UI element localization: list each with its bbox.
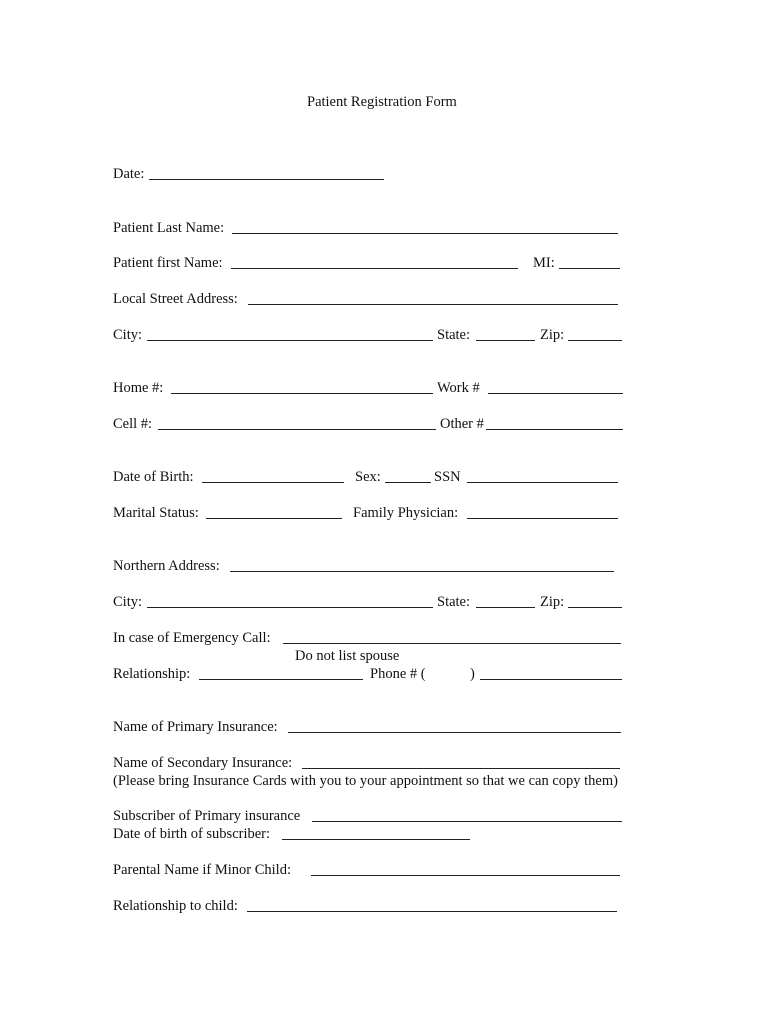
relationship-field[interactable] [199,679,363,680]
secondary-insurance-field[interactable] [302,768,620,769]
subscriber-dob-field[interactable] [282,839,470,840]
date-label: Date: [113,166,145,182]
street-address-label: Local Street Address: [113,291,238,307]
family-physician-field[interactable] [467,518,618,519]
first-name-label: Patient first Name: [113,255,223,271]
home-phone-label: Home #: [113,380,164,396]
emergency-contact-label: In case of Emergency Call: [113,630,271,646]
dob-label: Date of Birth: [113,469,194,485]
emergency-contact-field[interactable] [283,643,621,644]
northern-zip-label: Zip: [540,594,565,610]
northern-city-label: City: [113,594,143,610]
mi-field[interactable] [559,268,620,269]
subscriber-field[interactable] [312,821,622,822]
last-name-label: Patient Last Name: [113,220,225,236]
city-field[interactable] [147,340,433,341]
ssn-label: SSN [434,469,461,485]
ssn-field[interactable] [467,482,618,483]
sex-field[interactable] [385,482,431,483]
sex-label: Sex: [355,469,381,485]
relationship-label: Relationship: [113,666,191,682]
state-field[interactable] [476,340,535,341]
marital-status-field[interactable] [206,518,342,519]
subscriber-dob-label: Date of birth of subscriber: [113,826,271,842]
northern-state-label: State: [437,594,471,610]
northern-address-label: Northern Address: [113,558,220,574]
subscriber-label: Subscriber of Primary insurance [113,808,301,824]
dob-field[interactable] [202,482,344,483]
northern-city-field[interactable] [147,607,433,608]
relationship-to-child-label: Relationship to child: [113,898,238,914]
cell-phone-label: Cell #: [113,416,153,432]
cell-phone-field[interactable] [158,429,436,430]
family-physician-label: Family Physician: [353,505,459,521]
emergency-phone-field[interactable] [480,679,622,680]
parental-name-field[interactable] [311,875,620,876]
date-field[interactable] [149,179,384,180]
mi-label: MI: [533,255,555,271]
form-title: Patient Registration Form [307,94,457,110]
primary-insurance-label: Name of Primary Insurance: [113,719,278,735]
emergency-phone-close-paren: ) [470,666,475,682]
marital-status-label: Marital Status: [113,505,199,521]
secondary-insurance-label: Name of Secondary Insurance: [113,755,293,771]
northern-zip-field[interactable] [568,607,622,608]
home-phone-field[interactable] [171,393,433,394]
street-address-field[interactable] [248,304,618,305]
relationship-to-child-field[interactable] [247,911,617,912]
city-label: City: [113,327,143,343]
primary-insurance-field[interactable] [288,732,621,733]
no-spouse-note: Do not list spouse [295,648,400,664]
work-phone-label: Work # [437,380,480,396]
zip-field[interactable] [568,340,622,341]
work-phone-field[interactable] [488,393,623,394]
other-phone-label: Other # [440,416,484,432]
state-label: State: [437,327,471,343]
insurance-cards-note: (Please bring Insurance Cards with you to your appointment so that we can copy them) [113,773,618,789]
northern-address-field[interactable] [230,571,614,572]
other-phone-field[interactable] [486,429,623,430]
zip-label: Zip: [540,327,565,343]
parental-name-label: Parental Name if Minor Child: [113,862,291,878]
northern-state-field[interactable] [476,607,535,608]
emergency-phone-label: Phone # ( [370,666,426,682]
first-name-field[interactable] [231,268,518,269]
last-name-field[interactable] [232,233,618,234]
